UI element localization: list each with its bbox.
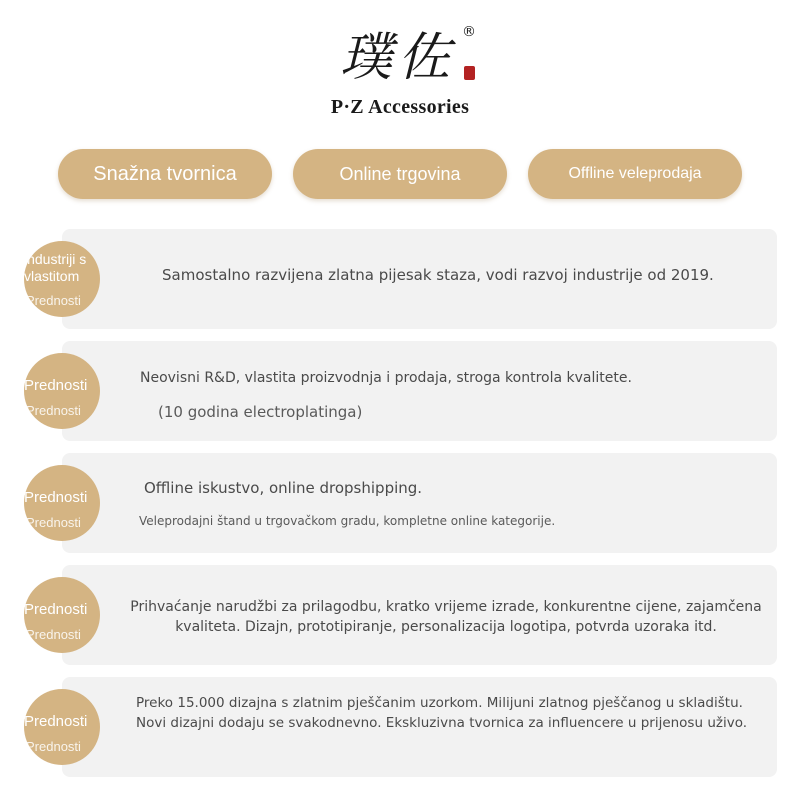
tab-online-store[interactable] (293, 149, 507, 199)
feature-card (62, 341, 777, 441)
feature-card (62, 453, 777, 553)
brand-logo (0, 18, 800, 128)
badge-subtitle: Prednosti (26, 403, 81, 418)
advantage-badge (24, 353, 100, 429)
brand-chinese-name: 璞佐 (340, 28, 457, 88)
registered-mark: ® (462, 24, 476, 40)
feature-subtext: Veleprodajni štand u trgovačkom gradu, kompletne online kategorije. (139, 514, 556, 528)
feature-subtext: (10 godina electroplatinga) (158, 403, 363, 421)
tab-label: Snažna tvornica (93, 162, 237, 185)
advantage-badge (24, 577, 100, 653)
advantage-badge (24, 689, 100, 765)
feature-text: Preko 15.000 dizajna s zlatnim pješčanim uzorkom. Milijuni zlatnog pješčanog u skladištu. Novi dizajni dodaju se svakodnevno. Ekskluzivna tvornica za influencere u prijenosu uživo. (136, 695, 748, 731)
badge-title: Prednosti (24, 713, 88, 730)
feature-text: Prihvaćanje narudžbi za prilagodbu, kratko vrijeme izrade, konkurentne cijene, zajamčena kvaliteta. Dizajn, prototipiranje, personalizacija logotipa, potvrda uzoraka itd. (130, 599, 762, 635)
feature-text: Neovisni R&D, vlastita proizvodnja i prodaja, stroga kontrola kvalitete. (140, 370, 632, 386)
badge-title: Prednosti (24, 377, 88, 394)
badge-subtitle: Prednosti (26, 515, 81, 530)
badge-title: Prednosti (24, 489, 88, 506)
brand-english-name: P·Z Accessories (330, 96, 470, 118)
feature-text: Offline iskustvo, online dropshipping. (144, 479, 423, 497)
badge-subtitle: Prednosti (26, 739, 81, 754)
badge-subtitle: Prednosti (26, 293, 81, 308)
advantage-badge (24, 241, 100, 317)
tab-offline-wholesale[interactable] (528, 149, 742, 199)
advantage-badge (24, 465, 100, 541)
tab-strong-factory[interactable] (58, 149, 272, 199)
feature-text: Samostalno razvijena zlatna pijesak staza, vodi razvoj industrije od 2019. (162, 266, 714, 284)
badge-title: Prednosti (24, 601, 88, 618)
tab-label: Offline veleprodaja (568, 165, 702, 182)
badge-title: industriji s vlastitom (24, 251, 87, 284)
tab-label: Online trgovina (339, 163, 461, 184)
red-seal-stamp (464, 66, 475, 80)
badge-subtitle: Prednosti (26, 627, 81, 642)
